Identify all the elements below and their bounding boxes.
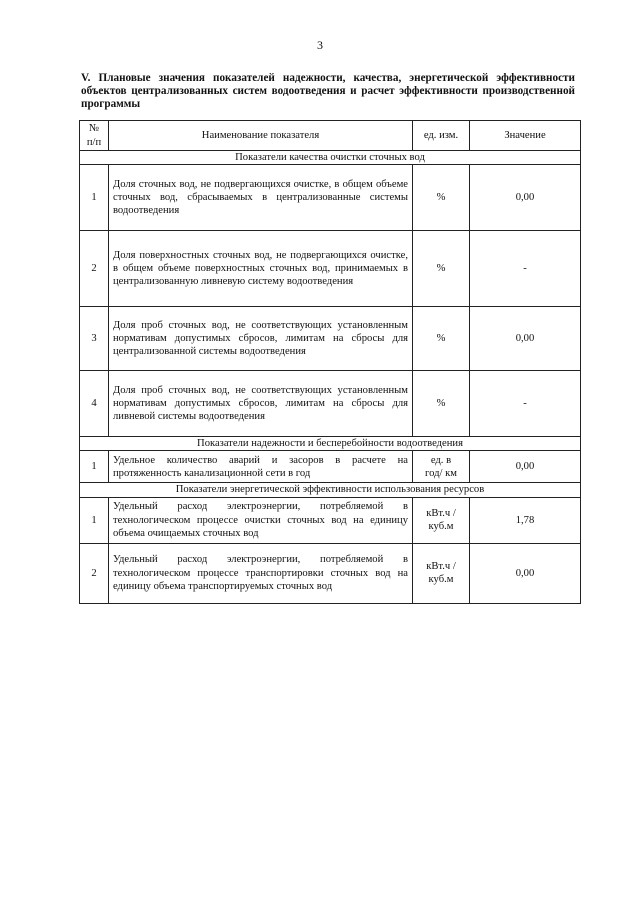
group-title: Показатели качества очистки сточных вод (80, 151, 581, 165)
row-value: 1,78 (470, 497, 581, 543)
header-num-line2: п/п (86, 136, 102, 148)
row-name: Удельное количество аварий и засоров в расчете на протяженность канализационной сети в год (109, 451, 413, 483)
group-row-reliability (80, 437, 581, 451)
row-num: 2 (80, 231, 109, 307)
row-unit: % (413, 231, 470, 307)
row-unit (413, 451, 470, 483)
row-num: 1 (80, 497, 109, 543)
header-name: Наименование показателя (109, 121, 413, 151)
group-row-quality (80, 151, 581, 165)
row-value: 0,00 (470, 165, 581, 231)
row-num: 2 (80, 543, 109, 603)
row-value: - (470, 371, 581, 437)
row-name: Доля сточных вод, не подвергающихся очистке, в общем объеме сточных вод, сбрасываемых в централизованные системы водоотведения (109, 165, 413, 231)
row-unit-line1: кВт.ч / (426, 507, 456, 519)
row-unit-line1: кВт.ч / (426, 560, 456, 572)
table-row (80, 307, 581, 371)
header-num-line1: № (88, 123, 100, 135)
group-title: Показатели энергетической эффективности использования ресурсов (80, 483, 581, 497)
table-row (80, 231, 581, 307)
table-row (80, 165, 581, 231)
row-unit-line2: куб.м (428, 521, 454, 533)
row-value: - (470, 231, 581, 307)
row-name: Доля проб сточных вод, не соответствующих установленным нормативам допустимых сбросов, лимитам на сбросы для ливневой системы водоотведения (109, 371, 413, 437)
row-unit: % (413, 371, 470, 437)
page-number: 3 (317, 38, 323, 52)
table-header-row (80, 121, 581, 151)
row-unit (413, 497, 470, 543)
row-num: 3 (80, 307, 109, 371)
group-row-energy (80, 483, 581, 497)
row-value: 0,00 (470, 543, 581, 603)
table-row (80, 451, 581, 483)
row-name: Доля поверхностных сточных вод, не подвергающихся очистке, в общем объеме поверхностных сточных вод, принимаемых в централизованную ливневую систему водоотведения (109, 231, 413, 307)
table-row (80, 371, 581, 437)
table-row (80, 497, 581, 543)
row-num: 1 (80, 165, 109, 231)
header-unit: ед. изм. (413, 121, 470, 151)
section-title: V. Плановые значения показателей надежности, качества, энергетической эффективности объектов централизованных систем водоотведения и расчет эффективности производственной программы (81, 72, 575, 110)
row-value: 0,00 (470, 307, 581, 371)
header-value: Значение (470, 121, 581, 151)
row-name: Доля проб сточных вод, не соответствующих установленным нормативам допустимых сбросов, лимитам на сбросы для централизованной системы водоотведения (109, 307, 413, 371)
row-unit-line2: куб.м (428, 574, 454, 586)
row-name: Удельный расход электроэнергии, потребляемой в технологическом процессе транспортировки сточных вод на единицу объема транспортируемых сточных вод (109, 543, 413, 603)
row-unit-line1: ед. в (430, 454, 452, 466)
row-unit-line2: год/ км (425, 467, 457, 479)
row-value: 0,00 (470, 451, 581, 483)
indicators-table (79, 120, 581, 604)
group-title: Показатели надежности и бесперебойности водоотведения (80, 437, 581, 451)
row-name: Удельный расход электроэнергии, потребляемой в технологическом процессе очистки сточных вод на единицу объема очищаемых сточных вод (109, 497, 413, 543)
row-unit (413, 543, 470, 603)
row-unit: % (413, 165, 470, 231)
row-num: 4 (80, 371, 109, 437)
table-row (80, 543, 581, 603)
row-num: 1 (80, 451, 109, 483)
header-num (80, 121, 109, 151)
row-unit: % (413, 307, 470, 371)
